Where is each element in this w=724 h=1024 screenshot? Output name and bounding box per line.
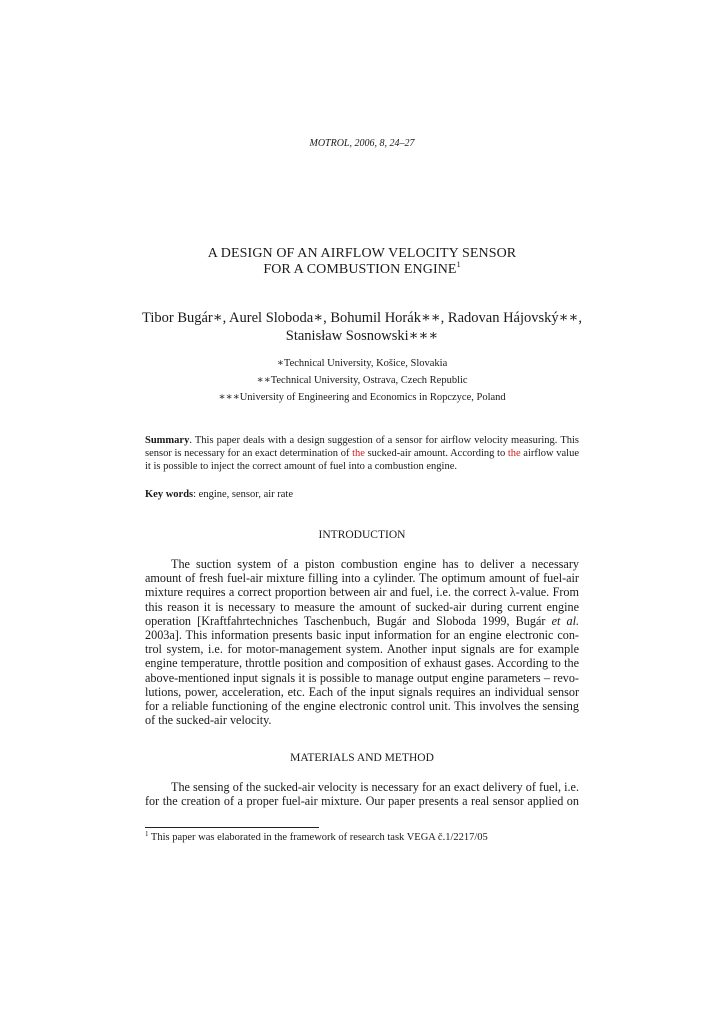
keywords-label: Key words bbox=[145, 489, 194, 500]
intro-line: for a reliable functioning of the engine electronic control unit. This involves the sensing bbox=[145, 698, 579, 713]
intro-line: engine temperature, throttle position and composition of exhaust gases. According to the bbox=[145, 656, 579, 671]
intro-line: amount of fresh fuel-air mixture filling into a cylinder. The optimum amount of fuel-air bbox=[145, 571, 579, 586]
intro-line: above-mentioned input signals it is possible to manage output engine parameters – revo- bbox=[145, 670, 579, 685]
section-heading-materials: MATERIALS AND METHOD bbox=[290, 752, 434, 764]
author-list bbox=[0, 309, 724, 345]
keywords-text: : engine, sensor, air rate bbox=[193, 489, 293, 500]
affiliation-2: ∗∗Technical University, Ostrava, Czech Republic bbox=[256, 375, 468, 386]
footnote-rule bbox=[145, 827, 319, 828]
paper-title bbox=[0, 246, 724, 278]
summary-highlight-1: the bbox=[352, 448, 365, 459]
intro-line: this reason it is necessary to measure the amount of sucked-air during current engine bbox=[145, 599, 579, 614]
intro-line: of the sucked-air velocity. bbox=[145, 713, 272, 728]
summary-highlight-2: the bbox=[507, 448, 521, 459]
intro-line-citation-text: operation [Kraftfahrtechniches Taschenbuch, Bugár and Sloboda 1999, Bugár bbox=[145, 613, 552, 628]
affiliation-1: ∗Technical University, Košice, Slovakia bbox=[276, 358, 448, 369]
summary-label: Summary bbox=[145, 435, 190, 446]
footnote-mark: 1 bbox=[145, 830, 149, 838]
affiliation-3: ∗∗∗University of Engineering and Economics in Ropczyce, Poland bbox=[218, 392, 506, 403]
journal-citation: MOTROL, 2006, 8, 24–27 bbox=[309, 138, 415, 149]
materials-line: for the creation of a proper fuel-air mixture. Our paper presents a real sensor applied on bbox=[145, 794, 579, 809]
footnote-text: This paper was elaborated in the framework of research task VEGA č.1/2217/05 bbox=[148, 832, 488, 843]
title-line-2 bbox=[0, 262, 724, 278]
authors-line-1: Tibor Bugár∗, Aurel Sloboda∗, Bohumil Horák∗∗, Radovan Hájovský∗∗, bbox=[141, 310, 582, 326]
intro-line: mixture requires a correct proportion between air and fuel, i.e. the correct λ-value. From bbox=[145, 585, 579, 600]
authors-line-2: Stanisław Sosnowski∗∗∗ bbox=[285, 328, 439, 344]
intro-line: lutions, power, acceleration, etc. Each of the input signals requires an individual sensor bbox=[145, 684, 579, 699]
title-line-2-text: FOR A COMBUSTION ENGINE bbox=[263, 262, 457, 277]
footnote bbox=[145, 832, 488, 843]
summary-text-3: airflow value it is possible to inject the correct amount of fuel into a combustion engine. bbox=[145, 448, 579, 472]
title-line-1: A DESIGN OF AN AIRFLOW VELOCITY SENSOR bbox=[207, 246, 517, 261]
introduction-paragraph bbox=[145, 557, 579, 727]
summary-text-1: . This paper deals with a design suggestion of a sensor for airflow velocity measuring. This sensor is necessary for an exact determination of bbox=[145, 435, 579, 459]
intro-line: 2003a]. This information presents basic input information for an engine electronic con- bbox=[145, 627, 579, 642]
keywords-line bbox=[145, 488, 579, 501]
summary-text-2: sucked-air amount. According to bbox=[364, 448, 508, 459]
materials-paragraph bbox=[145, 780, 579, 808]
intro-line: The suction system of a piston combustion engine has to deliver a necessary bbox=[171, 557, 579, 571]
intro-line-citation bbox=[145, 614, 579, 628]
materials-line: The sensing of the sucked-air velocity is necessary for an exact delivery of fuel, i.e. bbox=[171, 780, 579, 794]
section-heading-introduction: INTRODUCTION bbox=[318, 529, 406, 541]
summary-paragraph bbox=[145, 434, 579, 473]
intro-line: trol system, i.e. for motor-management system. Another input signals are for example bbox=[145, 642, 579, 657]
intro-et-al: et al. bbox=[551, 613, 579, 628]
title-footnote-mark: 1 bbox=[456, 260, 461, 269]
